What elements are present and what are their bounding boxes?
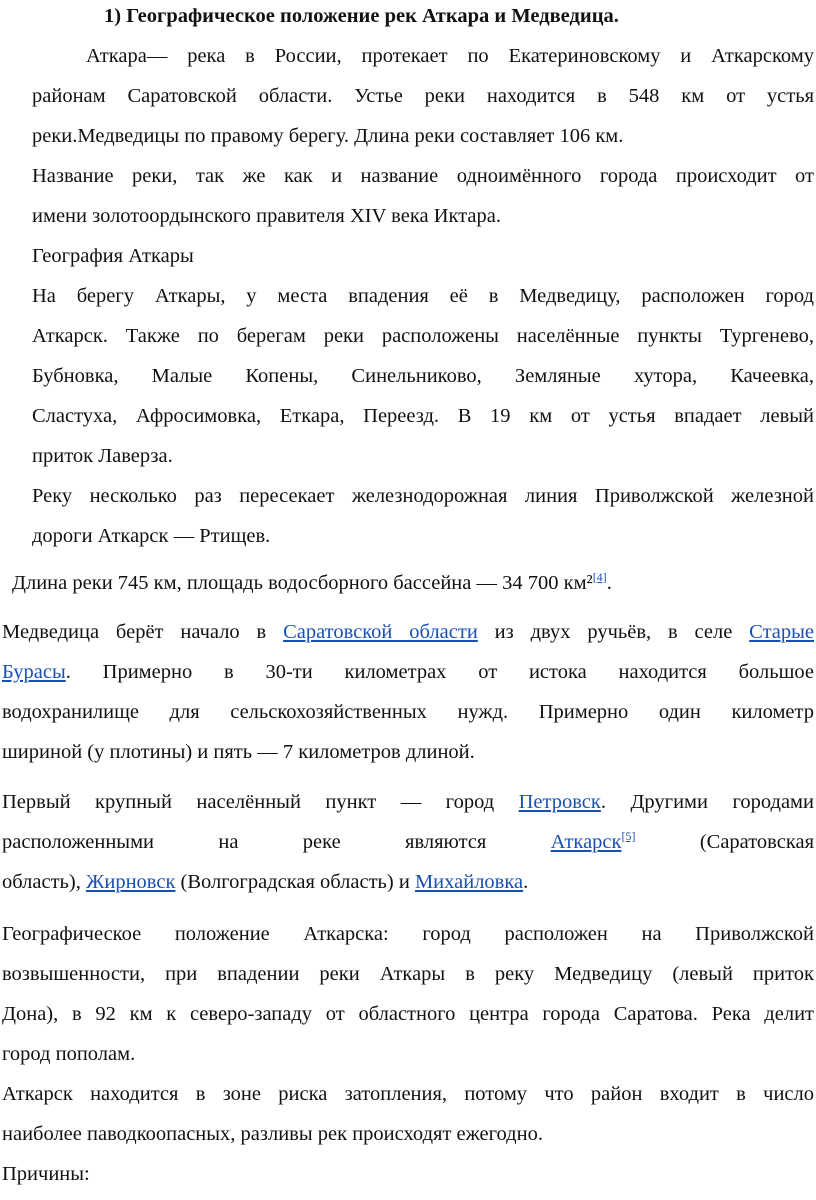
flood-risk-paragraph: Аткарск находится в зоне риска затопления, потому что район входит в число наиболее паводкоопасных, разливы рек происходят ежегодно. — [2, 1083, 814, 1145]
name-origin-paragraph: Название реки, так же как и название одноимённого города происходит от имени золотоордынского правителя XIV века Иктара. — [32, 165, 814, 227]
starye-burasy-link-part1[interactable]: Старые — [749, 621, 815, 643]
mikhaylovka-link[interactable]: Михайловка — [414, 871, 524, 893]
saratov-oblast-link[interactable]: Саратовской области — [283, 621, 478, 643]
petrovsk-link[interactable]: Петровск — [518, 791, 601, 813]
atkarsk-link[interactable]: Аткарск — [550, 831, 622, 853]
atkara-intro-paragraph: Аткара— река в России, протекает по Екатериновскому и Аткарскому районам Саратовской области. Устье реки находится в 548 км от устья реки.Медведицы по правому берегу. Длина реки составляет 106 км. — [32, 45, 814, 147]
geography-heading: География Аткары — [32, 245, 194, 267]
reference-5-link[interactable]: [5] — [621, 829, 636, 844]
geography-paragraph: На берегу Аткары, у места впадения её в Медведицу, расположен город Аткарск. Также по берегам реки расположены населённые пункты Тургенево, Бубновка, Малые Копены, Синельниково, Земляные хутора, Качеевка, Сластуха, Афросимовка, Еткара, Переезд. В 19 км от устья впадает левый приток Лаверза. — [32, 285, 814, 467]
section-heading: 1) Географическое положение рек Аткара и Медведица. — [104, 5, 619, 27]
atkarsk-geo-paragraph: Географическое положение Аткарска: город расположен на Приволжской возвышенности, при впадении реки Аткары в реку Медведицу (левый приток Дона), в 92 км к северо-западу от областного центра города Саратова. Река делит город пополам. — [2, 923, 814, 1065]
reference-4-link[interactable]: [4] — [592, 570, 607, 585]
starye-burasy-link-part2[interactable]: Бурасы — [2, 661, 66, 683]
medveditsa-cities-paragraph: Первый крупный населённый пункт — город Петровск. Другими городами расположенными на реке являются Аткарск[5] (Саратовская область), Жирновск (Волгоградская область) и Михайловка. — [2, 791, 815, 893]
reasons-label: Причины: — [2, 1163, 90, 1185]
railway-paragraph: Реку несколько раз пересекает железнодорожная линия Приволжской железной дороги Аткарск — Ртищев. — [32, 485, 814, 547]
medveditsa-length-paragraph: Длина реки 745 км, площадь водосборного бассейна — 34 700 км²[4]. — [12, 570, 612, 594]
medveditsa-source-paragraph: Медведица берёт начало в Саратовской области из двух ручьёв, в селе Старые Бурасы. Примерно в 30-ти километрах от истока находится большое водохранилище для сельскохозяйственных нужд. Примерно один километр шириной (у плотины) и пять — 7 километров длиной. — [2, 621, 815, 763]
zhirnovsk-link[interactable]: Жирновск — [85, 871, 176, 893]
